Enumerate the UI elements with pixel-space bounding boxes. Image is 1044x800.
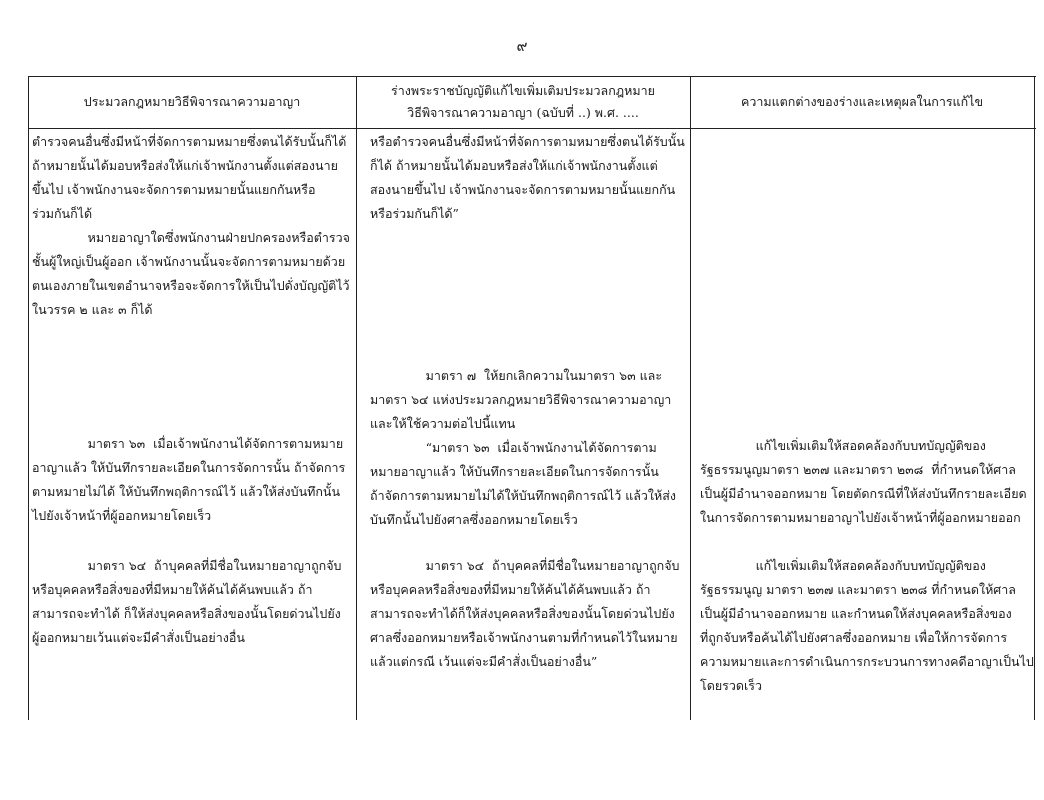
header-draft-act-line2: วิธีพิจารณาความอาญา (ฉบับที่ ..) พ.ศ. .... — [407, 105, 639, 120]
current-law-section-64: มาตรา ๖๔ ถ้าบุคคลที่มีชื่อในหมายอาญาถูกจับ หรือบุคคลหรือสิ่งของที่มีหมายให้ค้นได้ค้นพบแล้ว ถ้า สามารถจะทำได้ ก็ให้ส่งบุคคลหรือสิ่งของนั้นโดยด่วนไปยัง ผู้ออกหมายเว้นแต่จะมีคำสั่งเป็นอย่างอื่น — [32, 558, 342, 645]
header-bottom-border — [28, 128, 1036, 129]
header-draft-act — [358, 80, 688, 124]
column-divider-2 — [690, 76, 691, 720]
draft-section-7: มาตรา ๗ ให้ยกเลิกความในมาตรา ๖๓ และ มาตรา ๖๔ แห่งประมวลกฎหมายวิธีพิจารณาความอาญา และให้ใช้ความต่อไปนี้แทน “มาตรา ๖๓ เมื่อเจ้าพนักงานได้จัดการตาม หมายอาญาแล้ว ให้บันทึกรายละเอียดในการจัดการนั้น ถ้าจัดการตามหมายไม่ได้ให้บันทึกพฤติการณ์ไว้ แล้วให้ส่ง บันทึกนั้นไปยังศาลซึ่งออกหมายโดยเร็ว — [370, 368, 677, 527]
current-law-section-63: มาตรา ๖๓ เมื่อเจ้าพนักงานได้จัดการตามหมาย อาญาแล้ว ให้บันทึกรายละเอียดในการจัดการนั้น ถ้าจัดการ ตามหมายไม่ได้ ให้บันทึกพฤติการณ์ไว้ แล้วให้ส่งบันทึกนั้น ไปยังเจ้าหน้าที่ผู้ออกหมายโดยเร็ว — [32, 436, 346, 523]
reason-section-64: แก้ไขเพิ่มเติมให้สอดคล้องกับบทบัญญัติของ รัฐธรรมนูญ มาตรา ๒๓๗ และมาตรา ๒๓๘ ที่กำหนดให้ศาล เป็นผู้มีอำนาจออกหมาย และกำหนดให้ส่งบุคคลหรือสิ่งของ ที่ถูกจับหรือค้นได้ไปยังศาลซึ่งออกหมาย เพื่อให้การจัดการ ความหมายและการดำเนินการกระบวนการทางคดีอาญาเป็นไป โดยรวดเร็ว — [700, 558, 1034, 693]
page-number: ๙ — [516, 37, 528, 55]
table-left-border — [28, 76, 29, 720]
draft-section-64: มาตรา ๖๔ ถ้าบุคคลที่มีชื่อในหมายอาญาถูกจับ หรือบุคคลหรือสิ่งของที่มีหมายให้ค้นได้ค้นพบแล้ว ถ้า สามารถจะทำได้ก็ให้ส่งบุคคลหรือสิ่งของนั้นโดยด่วนไปยัง ศาลซึ่งออกหมายหรือเจ้าพนักงานตามที่กำหนดไว้ในหมาย แล้วแต่กรณี เว้นแต่จะมีคำสั่งเป็นอย่างอื่น” — [370, 558, 680, 669]
column-divider-1 — [356, 76, 357, 720]
current-law-continuation: ตำรวจคนอื่นซึ่งมีหน้าที่จัดการตามหมายซึ่งตนได้รับนั้นก็ได้ ถ้าหมายนั้นได้มอบหรือส่งให้แก่เจ้าพนักงานตั้งแต่สองนาย ขึ้นไป เจ้าพนักงานจะจัดการตามหมายนั้นแยกกันหรือ ร่วมกันก็ได้ หมายอาญาใดซึ่งพนักงานฝ่ายปกครองหรือตำรวจ ชั้นผู้ใหญ่เป็นผู้ออก เจ้าพนักงานนั้นจะจัดการตามหมายด้วย ตนเองภายในเขตอำนาจหรือจะจัดการให้เป็นไปดั่งบัญญัติไว้ ในวรรค ๒ และ ๓ ก็ได้ — [32, 134, 350, 317]
header-draft-act-line1: ร่างพระราชบัญญัติแก้ไขเพิ่มเติมประมวลกฎหมาย — [391, 83, 655, 98]
header-differences-reasons: ความแตกต่างของร่างและเหตุผลในการแก้ไข — [740, 94, 984, 109]
draft-continuation: หรือตำรวจคนอื่นซึ่งมีหน้าที่จัดการตามหมายซึ่งตนได้รับนั้น ก็ได้ ถ้าหมายนั้นได้มอบหรือส่งให้แก่เจ้าพนักงานตั้งแต่ สองนายขึ้นไป เจ้าพนักงานจะจัดการตามหมายนั้นแยกกัน หรือร่วมกันก็ได้” — [370, 134, 685, 221]
comparison-table — [28, 76, 1036, 720]
header-current-law: ประมวลกฎหมายวิธีพิจารณาความอาญา — [83, 94, 301, 109]
table-top-border — [28, 76, 1036, 77]
reason-section-63: แก้ไขเพิ่มเติมให้สอดคล้องกับบทบัญญัติของ รัฐธรรมนูญมาตรา ๒๓๗ และมาตรา ๒๓๘ ที่กำหนดให้ศาล เป็นผู้มีอำนาจออกหมาย โดยตัดกรณีที่ให้ส่งบันทึกรายละเอียด ในการจัดการตามหมายอาญาไปยังเจ้าหน้าที่ผู้ออกหมายออก — [700, 438, 1027, 525]
table-right-border — [1034, 76, 1035, 720]
